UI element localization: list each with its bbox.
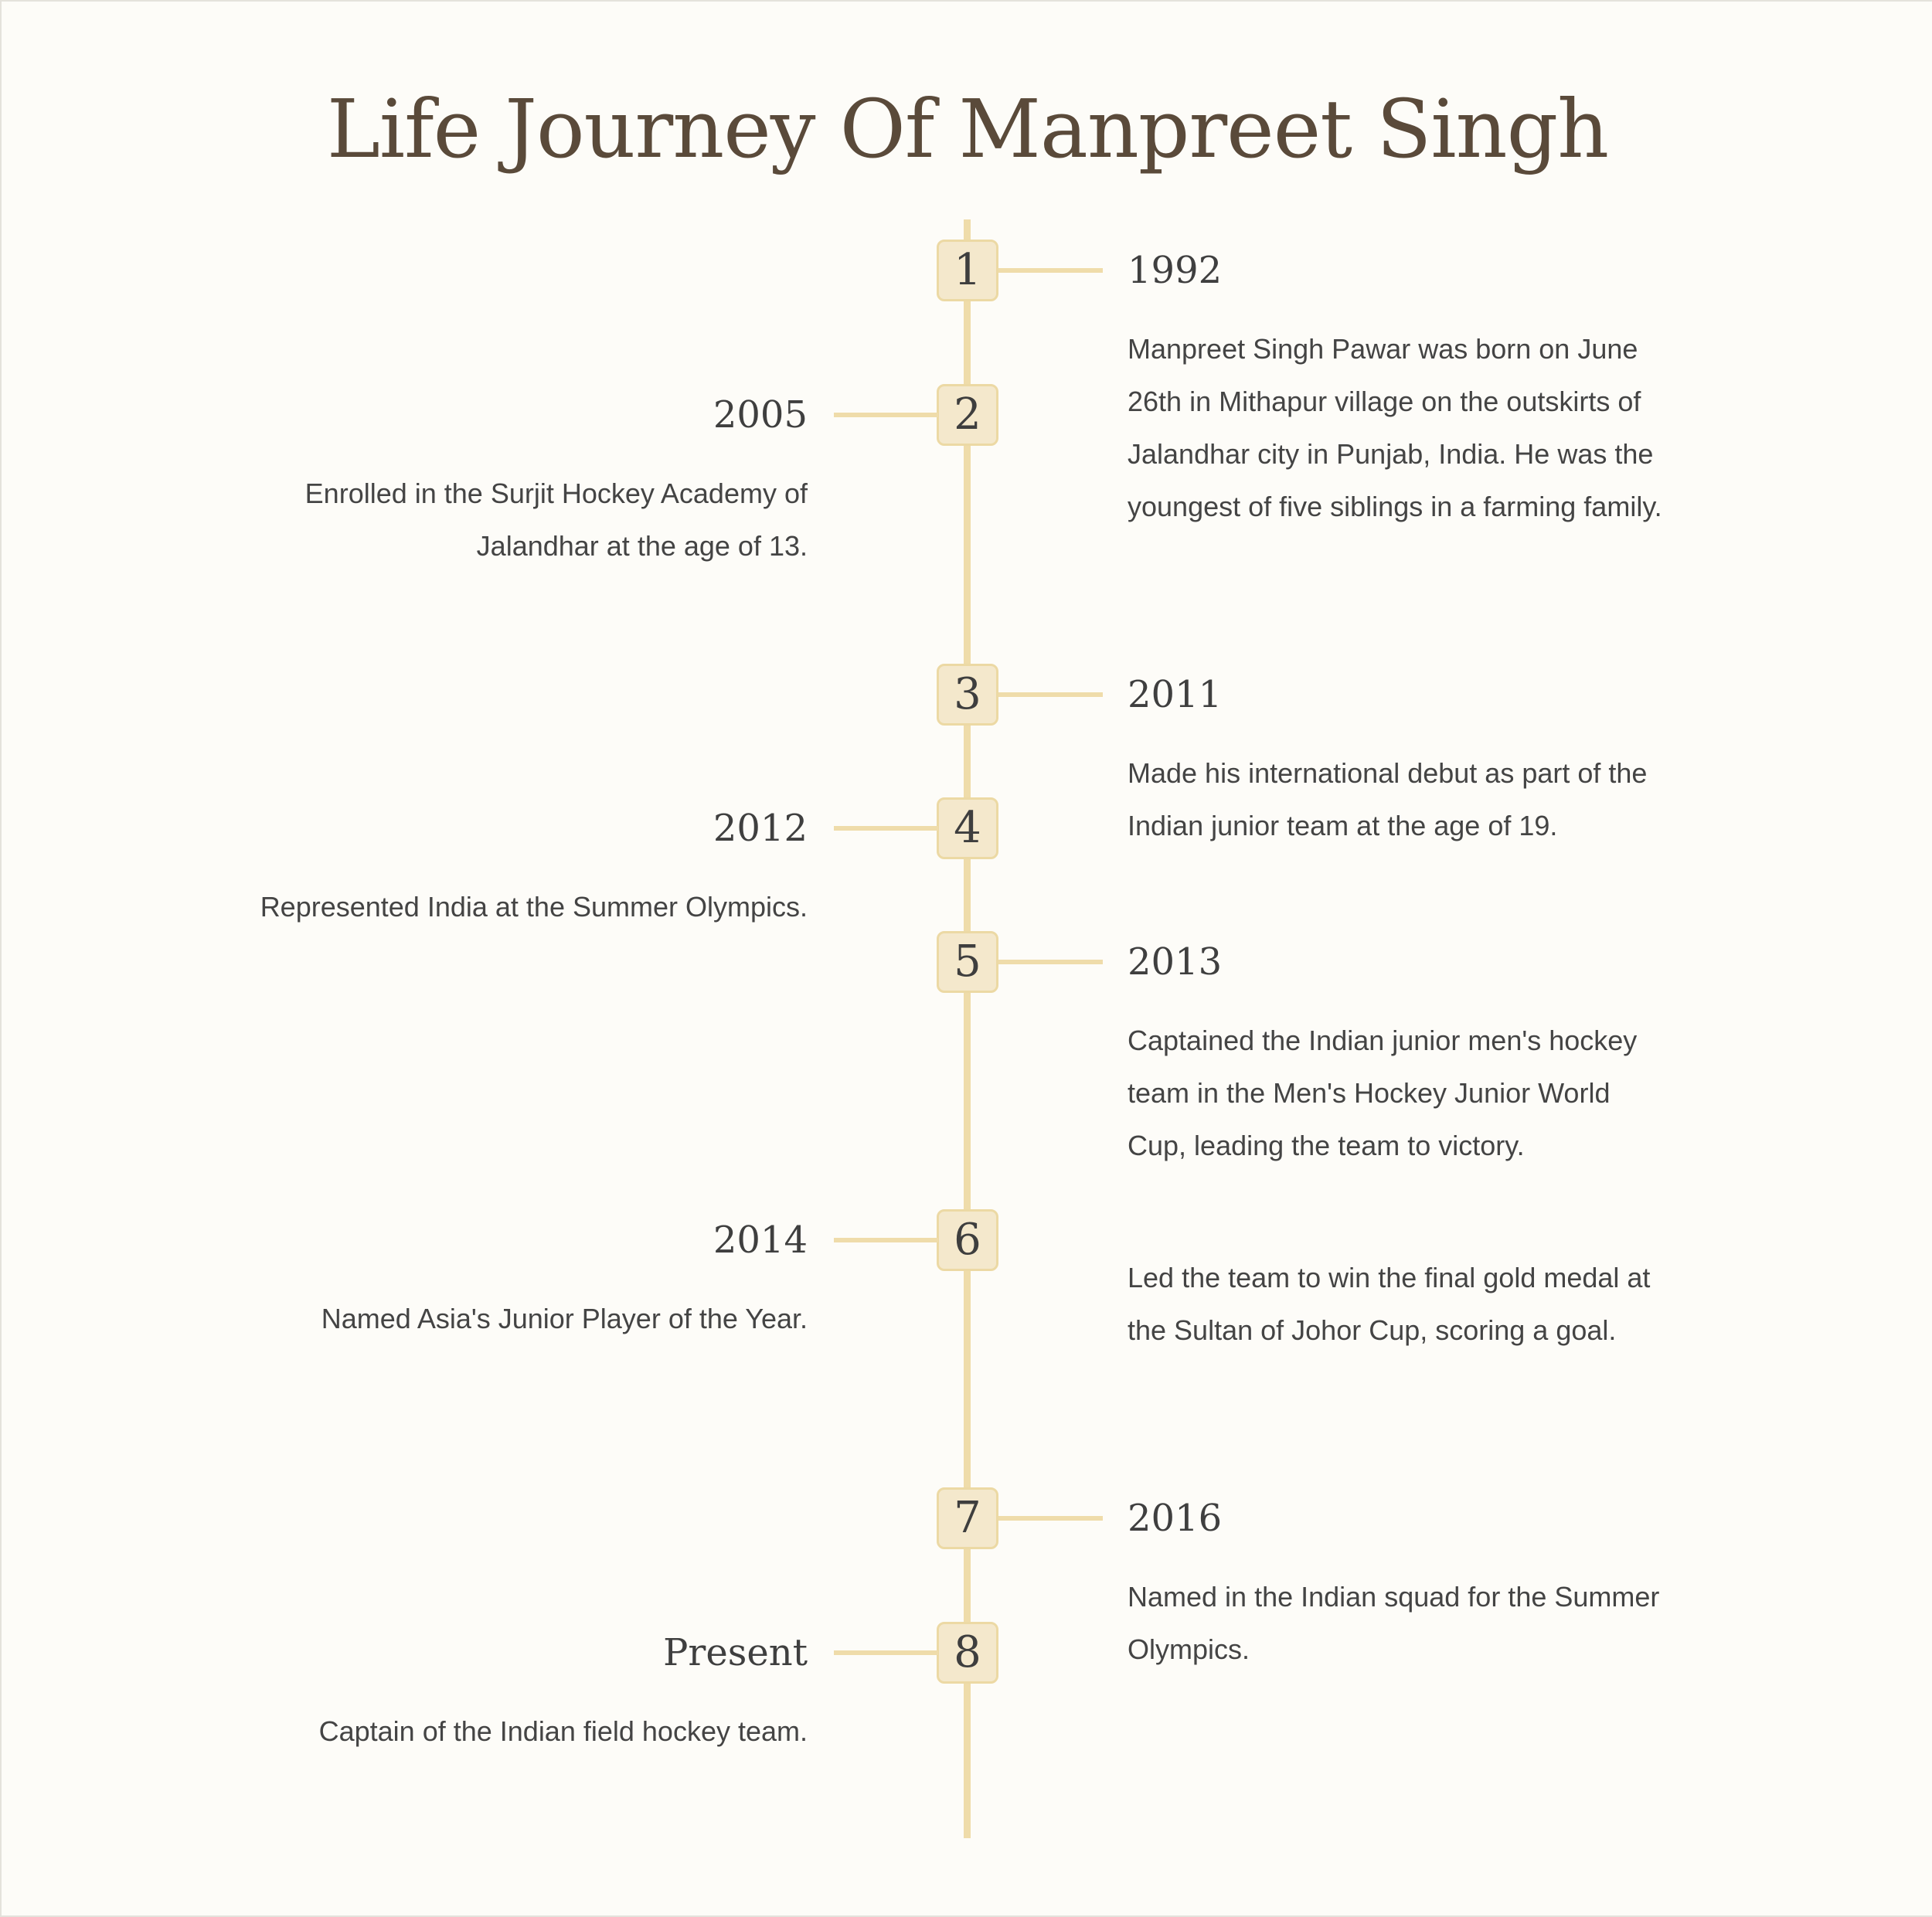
step-badge-8: 8	[937, 1622, 998, 1684]
event-description-6: Named Asia's Junior Player of the Year.	[321, 1303, 808, 1334]
event-description-2: Enrolled in the Surjit Hockey Academy of Jalandhar at the age of 13.	[304, 478, 808, 562]
event-year-6: 2014	[713, 1219, 808, 1262]
connector-5	[998, 960, 1103, 964]
step-badge-5: 5	[937, 931, 998, 993]
connector-6	[834, 1238, 938, 1242]
event-description-5: Captained the Indian junior men's hockey team in the Men's Hockey Junior World Cup, leading the team to victory.	[1128, 1025, 1638, 1161]
step-badge-1: 1	[937, 240, 998, 301]
event-year-5: 2013	[1128, 940, 1223, 984]
event-description-8: Captain of the Indian field hockey team.	[318, 1715, 808, 1747]
connector-3	[998, 692, 1103, 697]
event-year-8: Present	[663, 1631, 808, 1674]
connector-8	[834, 1650, 938, 1655]
event-description-1: Manpreet Singh Pawar was born on June 26th in Mithapur village on the outskirts of Jalandhar city in Punjab, India. He was the youngest of five siblings in a farming family.	[1128, 333, 1662, 522]
connector-4	[834, 826, 938, 831]
event-description-4: Represented India at the Summer Olympics.	[260, 891, 808, 923]
event-year-4: 2012	[713, 807, 808, 850]
connector-7	[998, 1516, 1103, 1521]
event-year-2: 2005	[713, 393, 808, 437]
step-badge-3: 3	[937, 664, 998, 726]
event-year-7: 2016	[1128, 1497, 1223, 1540]
event-description-7: Named in the Indian squad for the Summer Olympics.	[1128, 1581, 1660, 1665]
connector-1	[998, 268, 1103, 273]
connector-2	[834, 413, 938, 417]
step-badge-7: 7	[937, 1487, 998, 1549]
page-title: Life Journey Of Manpreet Singh	[326, 82, 1609, 176]
step-badge-2: 2	[937, 384, 998, 446]
event-description-3: Made his international debut as part of the Indian junior team at the age of 19.	[1128, 757, 1648, 841]
step-badge-4: 4	[937, 797, 998, 859]
event-year-1: 1992	[1128, 249, 1223, 292]
timeline-spine	[964, 219, 971, 1838]
event-year-3: 2011	[1128, 673, 1223, 716]
event-extra-note: Led the team to win the final gold medal at the Sultan of Johor Cup, scoring a goal.	[1128, 1262, 1651, 1346]
step-badge-6: 6	[937, 1209, 998, 1271]
